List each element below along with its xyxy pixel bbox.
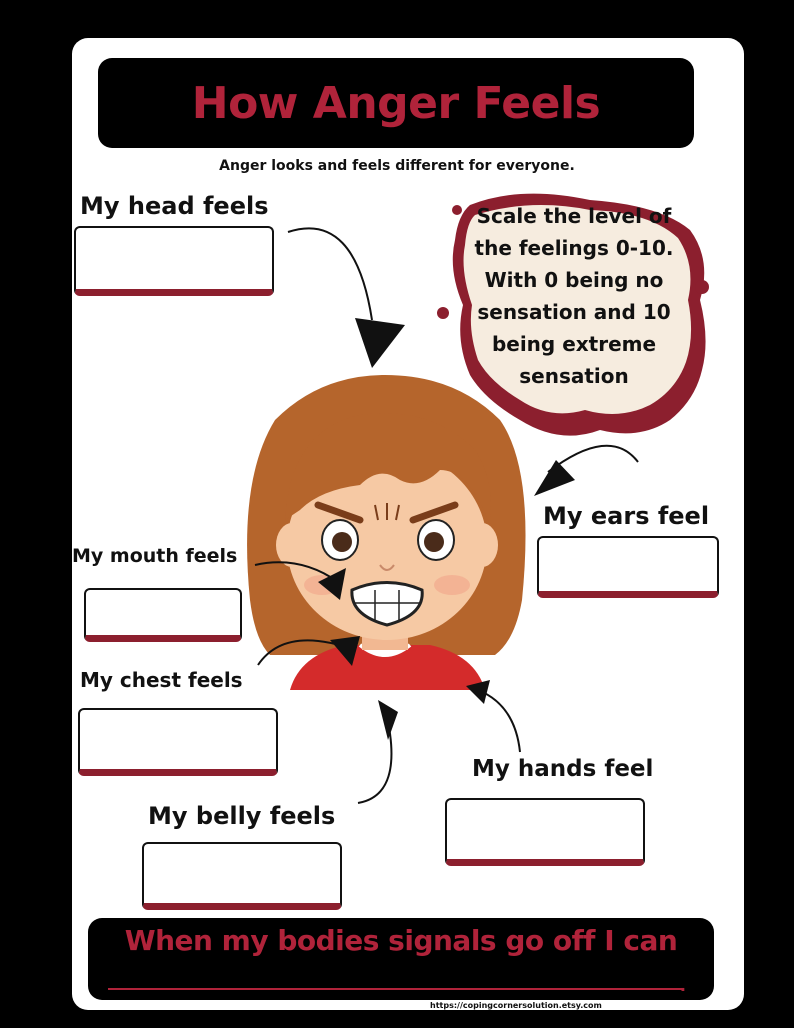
ears-answer-box[interactable] (537, 536, 719, 598)
arrow-icon (288, 228, 372, 320)
chest-answer-box[interactable] (78, 708, 278, 776)
mouth-answer-box[interactable] (84, 588, 242, 642)
arrow-icon (378, 700, 398, 740)
label-chest: My chest feels (80, 668, 243, 692)
label-ears: My ears feel (543, 502, 710, 530)
footer-bar (88, 918, 714, 1000)
arrow-icon (466, 680, 490, 704)
label-belly: My belly feels (148, 802, 336, 830)
source-url: https://copingcornersolution.etsy.com (430, 1001, 602, 1010)
page-title: How Anger Feels (191, 77, 601, 129)
footer-end-mark: . (679, 976, 686, 995)
footer-prompt: When my bodies signals go off I can (124, 924, 678, 957)
arrow-icon (330, 636, 360, 666)
arrow-icon (355, 318, 405, 368)
arrow-icon (534, 460, 575, 496)
label-head: My head feels (80, 192, 269, 220)
subtitle: Anger looks and feels different for everyone. (219, 158, 575, 174)
label-mouth: My mouth feels (72, 545, 238, 567)
scale-instructions: Scale the level of the feelings 0-10. With 0 being no sensation and 10 being extreme sensation (474, 204, 674, 388)
label-hands: My hands feel (472, 756, 654, 782)
belly-answer-box[interactable] (142, 842, 342, 910)
hands-answer-box[interactable] (445, 798, 645, 866)
head-answer-box[interactable] (74, 226, 274, 296)
